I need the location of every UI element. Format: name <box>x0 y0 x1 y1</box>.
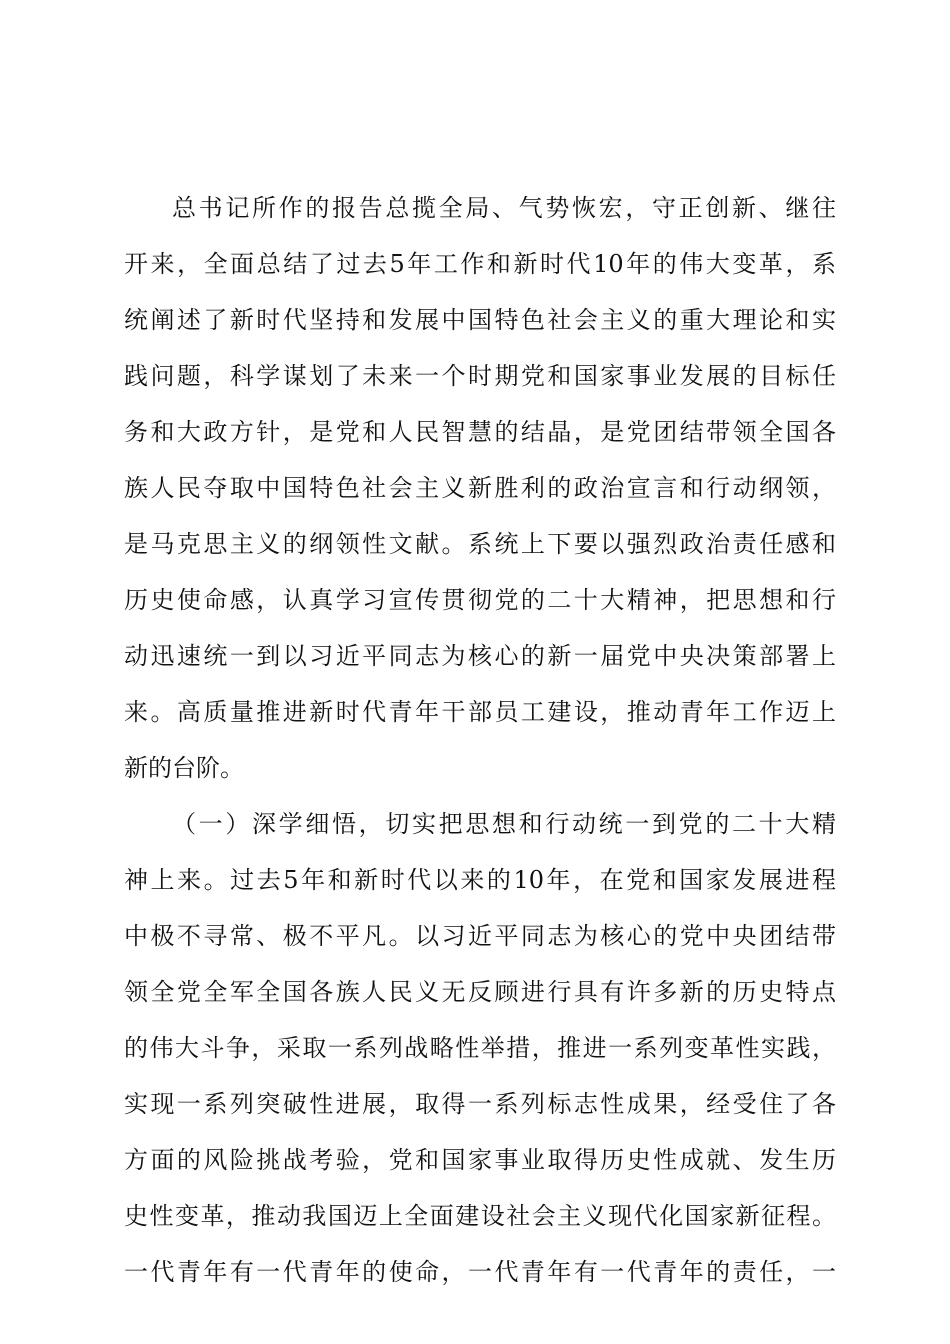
paragraph-line: 中极不寻常、极不平凡。以习近平同志为核心的党中央团结带 <box>124 922 836 950</box>
paragraph-line: 开来，全面总结了过去5年工作和新时代10年的伟大变革，系 <box>124 250 836 278</box>
paragraph-line: 务和大政方针，是党和人民智慧的结晶，是党团结带领全国各 <box>124 418 836 446</box>
paragraph-line: 史性变革，推动我国迈上全面建设社会主义现代化国家新征程。 <box>124 1202 836 1230</box>
paragraph-line: 总书记所作的报告总揽全局、气势恢宏，守正创新、继往 <box>172 194 836 222</box>
paragraph-1 <box>124 180 836 796</box>
paragraph-line: 统阐述了新时代坚持和发展中国特色社会主义的重大理论和实 <box>124 306 836 334</box>
paragraph-line: 领全党全军全国各族人民义无反顾进行具有许多新的历史特点 <box>124 978 836 1006</box>
paragraph-line: 神上来。过去5年和新时代以来的10年，在党和国家发展进程 <box>124 866 836 894</box>
paragraph-line: 族人民夺取中国特色社会主义新胜利的政治宣言和行动纲领， <box>124 474 836 502</box>
paragraph-line: 新的台阶。 <box>124 754 244 782</box>
paragraph-line: 实现一系列突破性进展，取得一系列标志性成果，经受住了各 <box>124 1090 836 1118</box>
paragraph-line: 来。高质量推进新时代青年干部员工建设，推动青年工作迈上 <box>124 698 836 726</box>
paragraph-line: 践问题，科学谋划了未来一个时期党和国家事业发展的目标任 <box>124 362 836 390</box>
paragraph-2 <box>124 796 836 1300</box>
paragraph-line: 历史使命感，认真学习宣传贯彻党的二十大精神，把思想和行 <box>124 586 836 614</box>
paragraph-line: 方面的风险挑战考验，党和国家事业取得历史性成就、发生历 <box>124 1146 836 1174</box>
document-body <box>124 180 836 1300</box>
paragraph-line: 动迅速统一到以习近平同志为核心的新一届党中央决策部署上 <box>124 642 836 670</box>
paragraph-line: 的伟大斗争，采取一系列战略性举措，推进一系列变革性实践， <box>124 1034 836 1062</box>
paragraph-line: 是马克思主义的纲领性文献。系统上下要以强烈政治责任感和 <box>124 530 836 558</box>
paragraph-line: 一代青年有一代青年的使命，一代青年有一代青年的责任，一 <box>124 1258 836 1286</box>
paragraph-line: （一）深学细悟，切实把思想和行动统一到党的二十大精 <box>172 810 836 838</box>
